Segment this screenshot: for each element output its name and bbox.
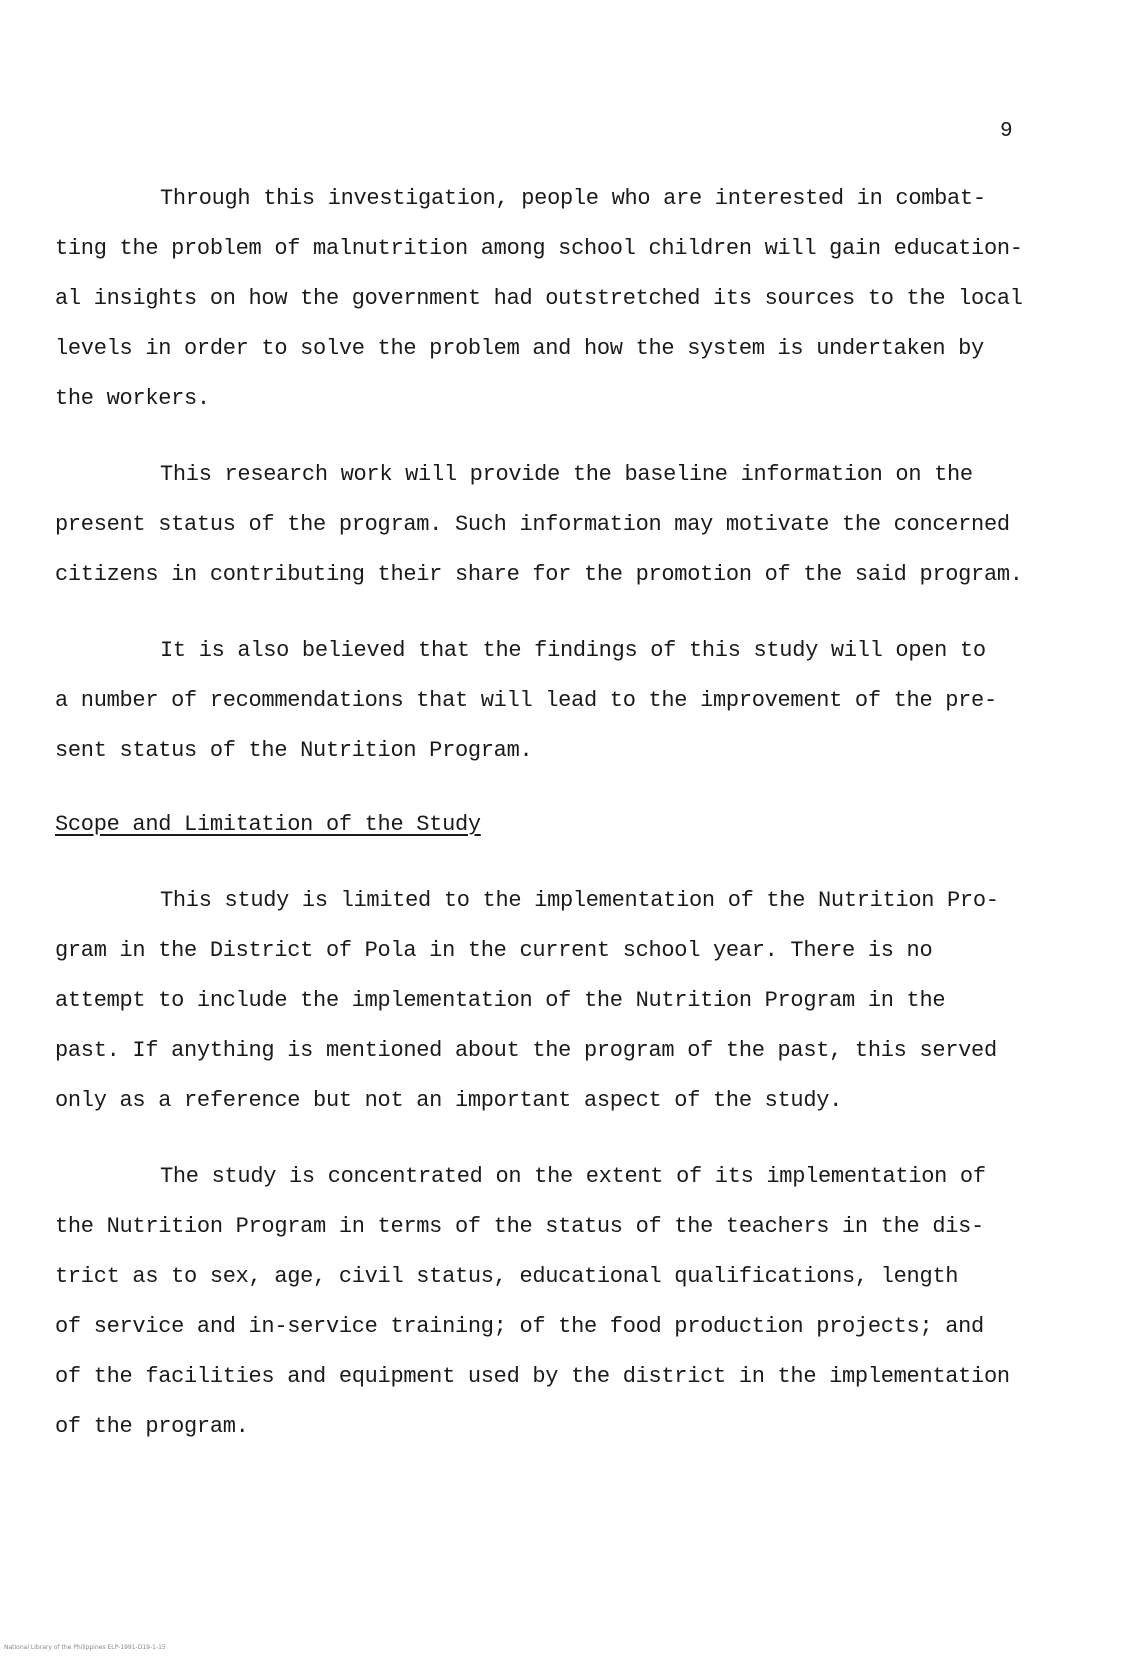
footer-text: National Library of the Philippines ELP-1991-D19-1-15 bbox=[4, 1644, 166, 1651]
paragraph-line: past. If anything is mentioned about the program of the past, this served bbox=[55, 1038, 997, 1063]
paragraph-line: levels in order to solve the problem and how the system is undertaken by bbox=[55, 336, 984, 361]
paragraph-line: gram in the District of Pola in the current school year. There is no bbox=[55, 938, 933, 963]
paragraph-line: trict as to sex, age, civil status, educational qualifications, length bbox=[55, 1264, 959, 1289]
paragraph-line: a number of recommendations that will lead to the improvement of the pre- bbox=[55, 688, 997, 713]
paragraph-line: sent status of the Nutrition Program. bbox=[55, 738, 533, 763]
paragraph-line: This research work will provide the baseline information on the bbox=[160, 462, 973, 487]
paragraph-line: This study is limited to the implementation of the Nutrition Pro- bbox=[160, 888, 999, 913]
paragraph-line: the workers. bbox=[55, 386, 210, 411]
paragraph-line: Through this investigation, people who are interested in combat- bbox=[160, 186, 986, 211]
paragraph-line: The study is concentrated on the extent of its implementation of bbox=[160, 1164, 986, 1189]
paragraph-line: It is also believed that the findings of this study will open to bbox=[160, 638, 986, 663]
paragraph-line: al insights on how the government had outstretched its sources to the local bbox=[55, 286, 1023, 311]
paragraph-line: attempt to include the implementation of the Nutrition Program in the bbox=[55, 988, 946, 1013]
paragraph-line: of the program. bbox=[55, 1414, 249, 1439]
paragraph-line: ting the problem of malnutrition among school children will gain education- bbox=[55, 236, 1023, 261]
paragraph-line: of service and in-service training; of the food production projects; and bbox=[55, 1314, 984, 1339]
paragraph-line: only as a reference but not an important aspect of the study. bbox=[55, 1088, 843, 1113]
paragraph-line: of the facilities and equipment used by the district in the implementation bbox=[55, 1364, 1010, 1389]
page-number: 9 bbox=[1000, 120, 1013, 143]
paragraph-line: the Nutrition Program in terms of the status of the teachers in the dis- bbox=[55, 1214, 984, 1239]
paragraph-line: present status of the program. Such information may motivate the concerned bbox=[55, 512, 1010, 537]
section-heading: Scope and Limitation of the Study bbox=[55, 812, 481, 837]
paragraph-line: citizens in contributing their share for the promotion of the said program. bbox=[55, 562, 1023, 587]
